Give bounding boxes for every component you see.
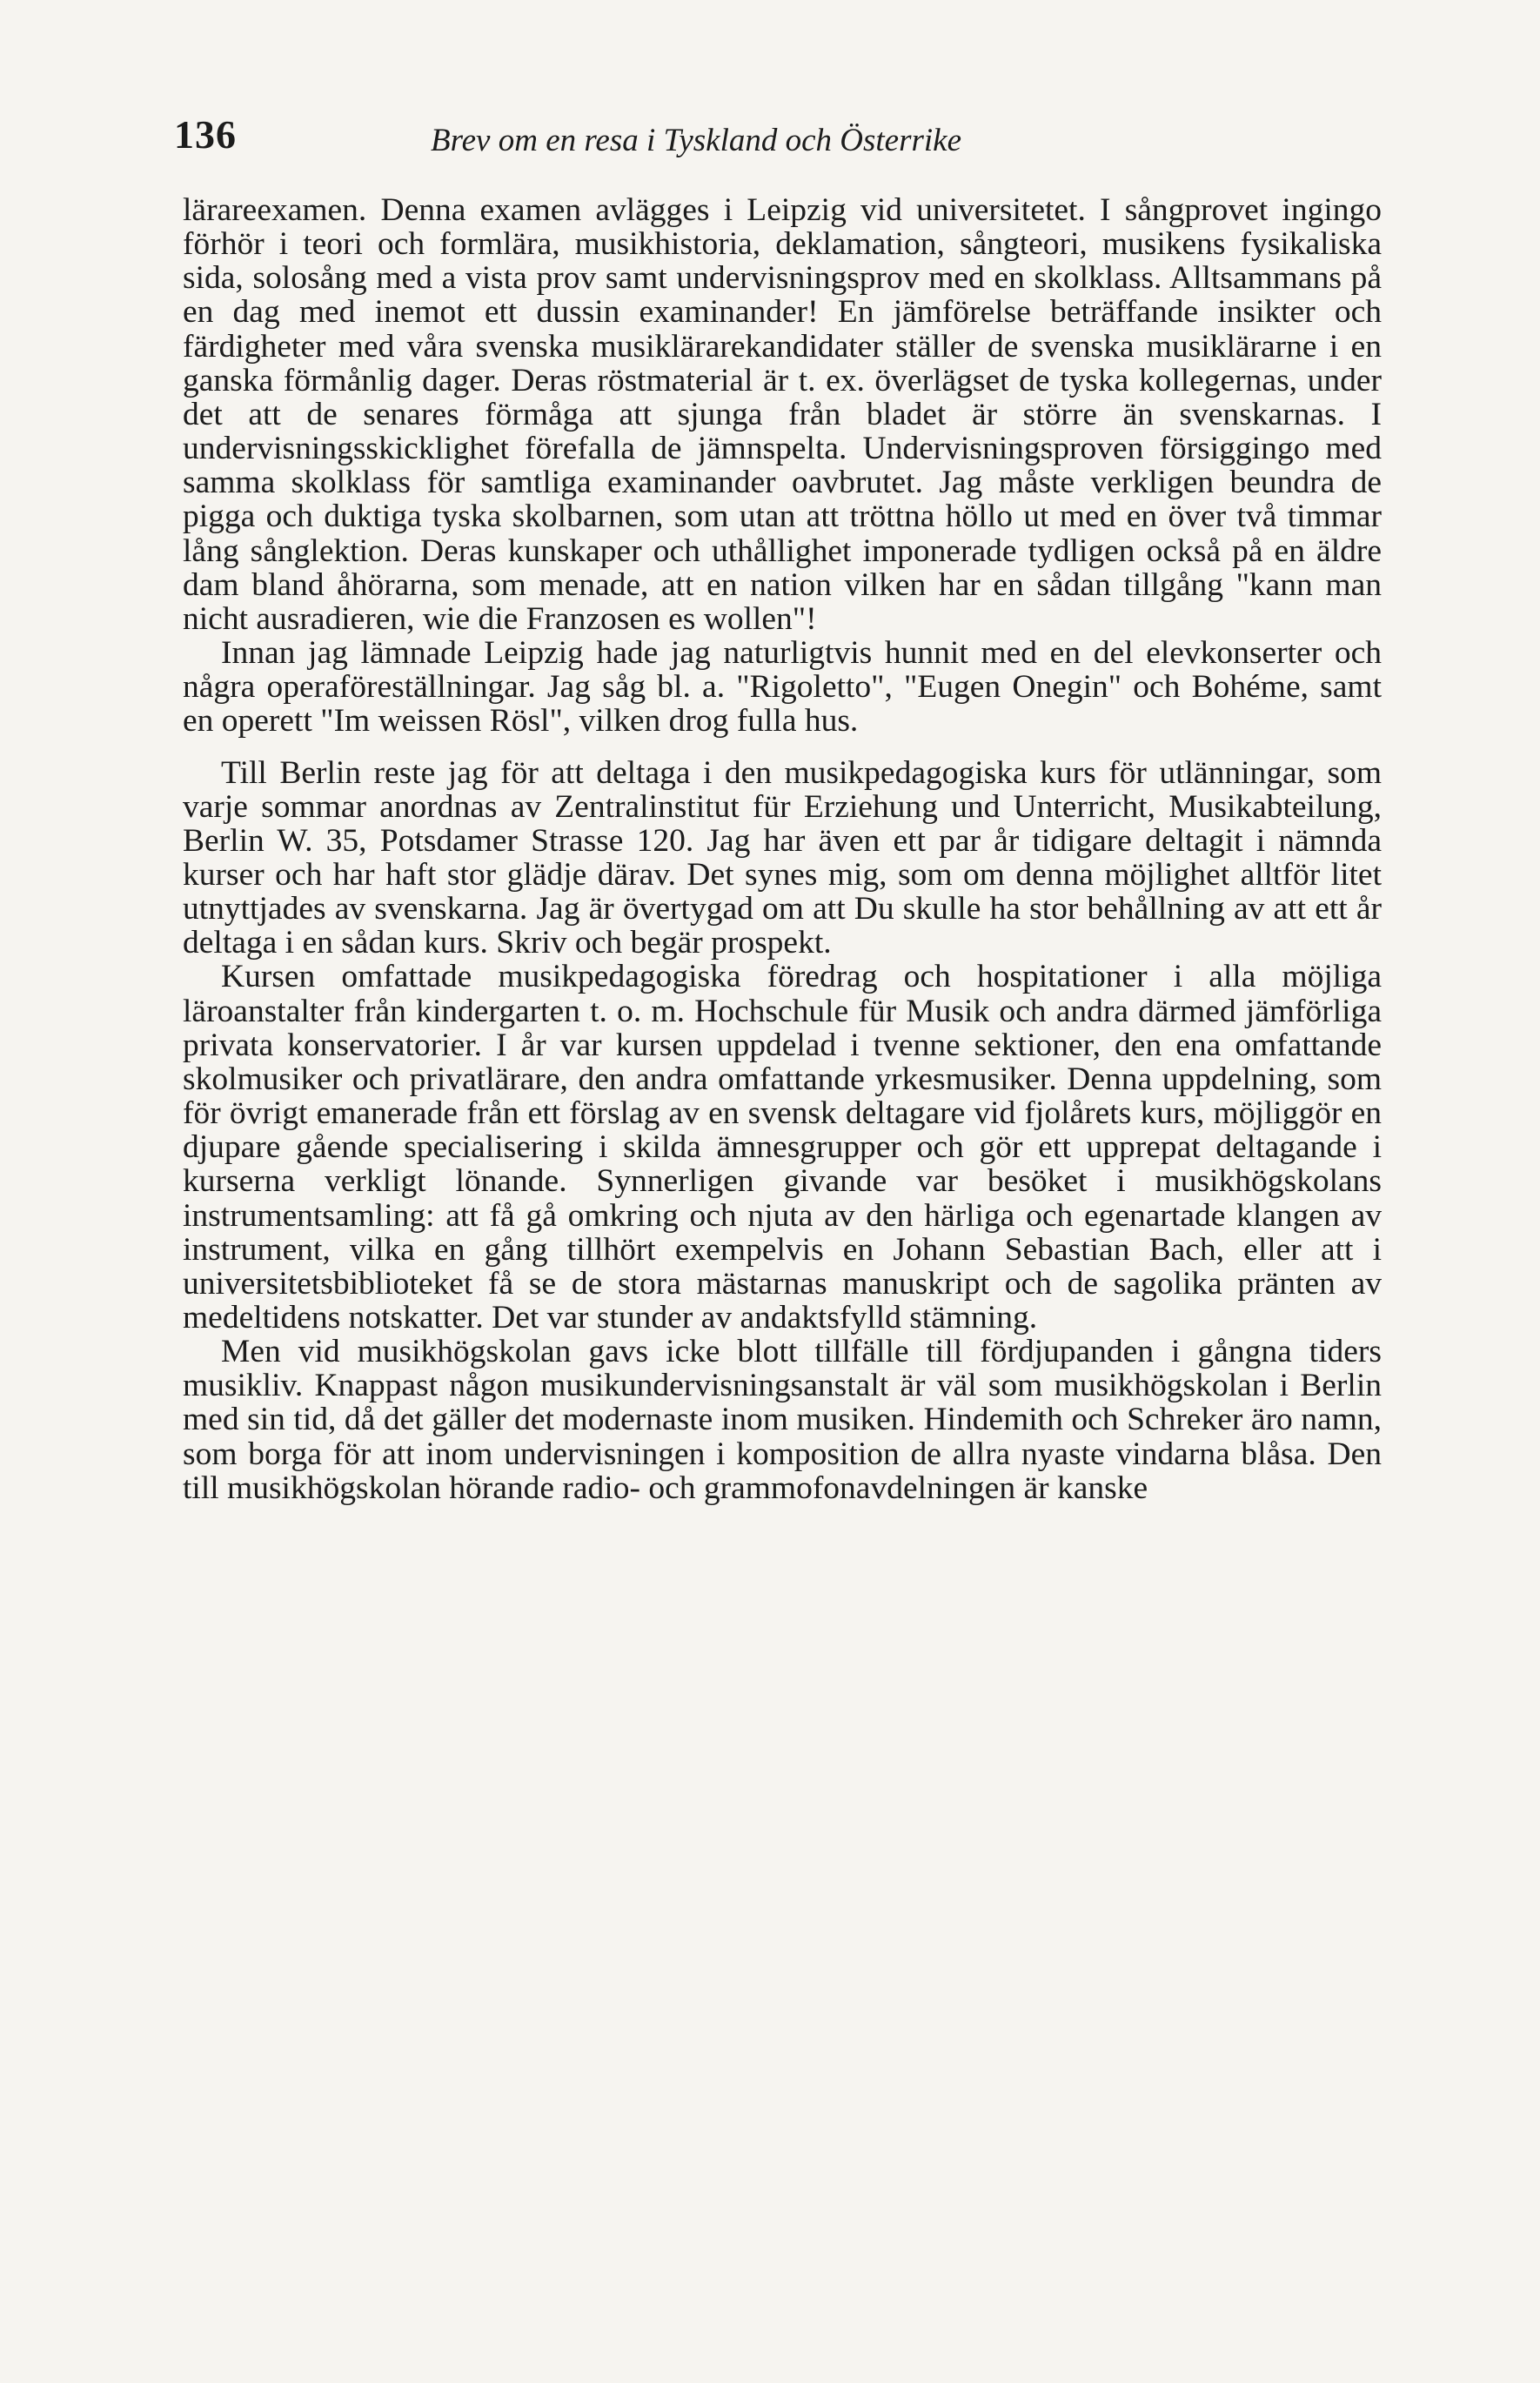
paragraph-leipzig-concerts: Innan jag lämnade Leipzig hade jag naturligtvis hunnit med en del elevkonserter och några operaföreställningar. Jag såg bl. a. "Rigoletto", "Eugen Onegin" och Bohéme, samt en operett "Im weissen Rösl", vilken drog fulla hus. (183, 635, 1382, 740)
page-header (174, 103, 1383, 172)
body-text (183, 193, 1382, 1505)
paragraph-examination: lärareexamen. Denna examen avlägges i Leipzig vid universitetet. I sångprovet ingingo förhör i teori och formlära, musikhistoria, deklamation, sångteori, musikens fysikaliska sida, solosång med a vista prov samt undervisningsprov med en skolklass. Alltsammans på en dag med inemot ett dussin examinander! En jämförelse beträffande insikter och färdigheter med våra svenska musiklärarekandidater ställer de svenska musiklärarne i en ganska förmånlig dager. Deras röstmaterial är t. ex. överlägset de tyska kollegernas, under det att de senares förmåga att sjunga från bladet är större än svenskarnas. I undervisningsskicklighet förefalla de jämnspelta. Undervisningsproven försiggingo med samma skolklass för samtliga examinander oavbrutet. Jag måste verkligen beundra de pigga och duktiga tyska skolbarnen, som utan att tröttna höllo ut med en över två timmar lång sånglektion. Deras kunskaper och uthållighet imponerade tydligen också på en äldre dam bland åhörarna, som menade, att en nation vilken har en sådan tillgång "kann man nicht ausradieren, wie die Franzosen es wollen"! (183, 192, 1382, 637)
paragraph-berlin-course: Till Berlin reste jag för att deltaga i den musikpedagogiska kurs för utlänningar, som varje sommar anordnas av Zentralinstitut für Erziehung und Unterricht, Musikabteilung, Berlin W. 35, Potsdamer Strasse 120. Jag har även ett par år tidigare deltagit i nämnda kurser och har haft stor glädje därav. Det synes mig, som om denna möjlighet alltför litet utnyttjades av svenskarna. Jag är övertygad om att Du skulle ha stor behållning av att ett år deltaga i en sådan kurs. Skriv och begär prospekt. (183, 754, 1382, 961)
page-number: 136 (174, 112, 237, 157)
paragraph-music-academy: Men vid musikhögskolan gavs icke blott tillfälle till fördjupanden i gångna tiders musikliv. Knappast någon musikundervisningsanstalt är väl som musikhögskolan i Berlin med sin tid, då det gäller det modernaste inom musiken. Hindemith och Schreker äro namn, som borga för att inom undervisningen i komposition de allra nyaste vindarna blåsa. Den till musikhögskolan hörande radio- och grammofonavdelningen är kanske (183, 1334, 1382, 1506)
paragraph-course-content: Kursen omfattade musikpedagogiska föredrag och hospitationer i alla möjliga läroanstalter från kindergarten t. o. m. Hochschule für Musik och andra därmed jämförliga privata konservatorier. I år var kursen uppdelad i tvenne sektioner, den ena omfattande skolmusiker och privatlärare, den andra omfattande yrkesmusiker. Denna uppdelning, som för övrigt emanerade från ett förslag av en svensk deltagare vid fjolårets kurs, möjliggör en djupare gående specialisering i skilda ämnesgrupper och gör ett upprepat deltagande i kurserna verkligt lönande. Synnerligen givande var besöket i musikhögskolans instrumentsamling: att få gå omkring och njuta av den härliga och egenartade klangen av instrument, vilka en gång tillhört exempelvis en Johann Sebastian Bach, eller att i universitetsbiblioteket få se de stora mästarnas manuskript och de sagolika pränten av medeltidens notskatter. Det var stunder av andaktsfylld stämning. (183, 959, 1382, 1335)
running-head: Brev om en resa i Tyskland och Österrike (431, 123, 962, 158)
